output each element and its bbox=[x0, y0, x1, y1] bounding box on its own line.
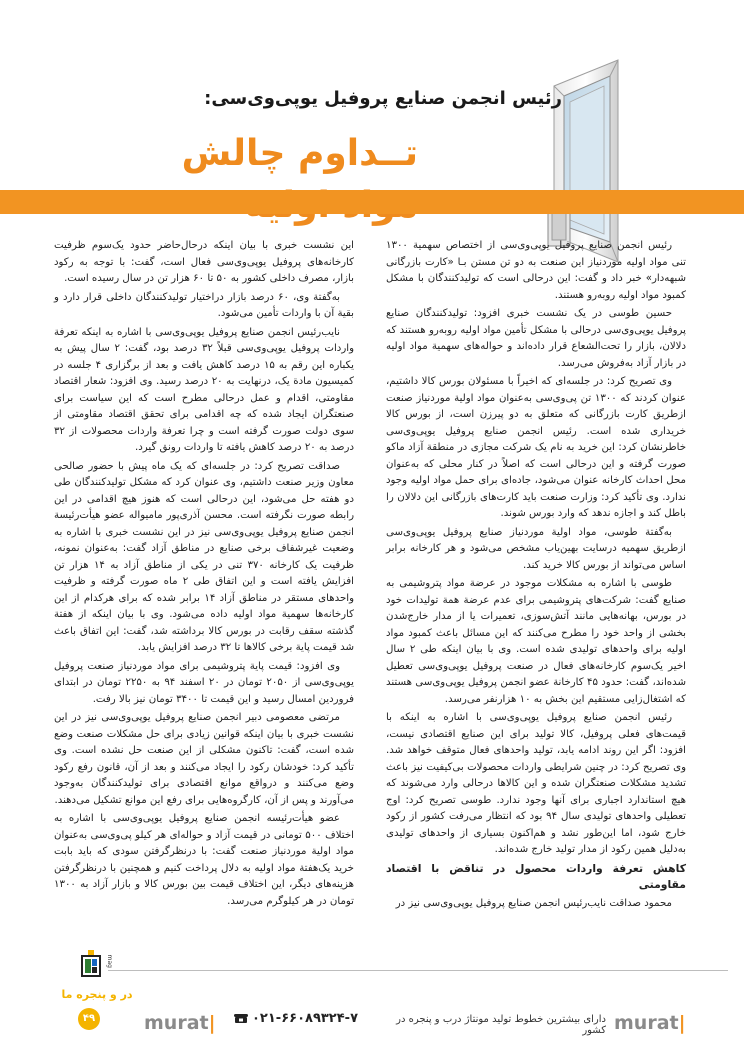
phone-icon bbox=[234, 1014, 248, 1024]
brand-name: murat bbox=[144, 1012, 209, 1034]
paragraph: محمود صداقت نایب‌رئیس انجمن صنایع پروفیل یوپی‌وی‌سی نیز در bbox=[395, 897, 672, 909]
page-number: ۴۹ bbox=[78, 1008, 100, 1030]
paragraph: وی تصریح کرد: در جلسه‌ای که اخیراً با مسئولان بورس کالا داشتیم، عنوان کردند که ۱۳۰۰ تن پی‌وی‌سی به‌عنوان مواد اولیة موردنیاز صنعت ازطریق کارت بازرگانی که متعلق به دو پیرزن است، از بورس کالا خریداری شده است. رئیس انجمن صنایع پروفیل یوپی‌وی‌سی خاطرنشان کرد: این خرید به نام یک شرکت مجازی در منطقة آزاد ماکو صورت گرفته و این درحالی است که اصلاً در کنار محلی که به‌عنوان محل احداث کارخانه عنوان می‌شود، جاده‌ای برای حمل مواد اولیه وجود ندارد. وی تأکید کرد: وزارت صنعت باید کارت‌های بازرگانی این دلالان را باطل کند و اجازه ندهد که وارد بورس شوند. bbox=[386, 376, 686, 519]
brand-name: murat bbox=[614, 1012, 679, 1034]
brand-accent-mark: | bbox=[208, 1012, 216, 1034]
brand-logo bbox=[614, 1012, 686, 1034]
footer-divider bbox=[108, 970, 728, 971]
paragraph: وی افزود: قیمت پایة پتروشیمی برای مواد موردنیاز صنعت پروفیل یوپی‌وی‌سی از ۲۰۵۰ تومان در ۲۰ اسفند ۹۴ به ۲۲۵۰ تومان در ابتدای فروردین امسال رسید و این قیمت تا ۳۴۰۰ تومان نیز بالا رفت. bbox=[54, 660, 355, 705]
phone-text: ۰۲۱-۶۶۰۸۹۳۲۴-۷ bbox=[252, 1011, 359, 1026]
article-headline: تــداوم چالش bbox=[181, 133, 418, 174]
paragraph: صداقت تصریح کرد: در جلسه‌ای که یک ماه پیش با حضور صالحی معاون وزیر صنعت داشتیم، وی عنوان کرد که مشکل تولیدکنندگان طی دو هفته حل می‌شود، این درحالی است که هنوز هیچ اقدامی در این رابطه صورت نگرفته است. محسن آذری‌پور مامیواله عضو هیأت‌رئیسة انجمن صنایع پروفیل یوپی‌وی‌سی نیز در این نشست خبری با اشاره به وضعیت غیرشفاف برخی صنایع در مناطق آزاد گفت: به‌عنوان نمونه، ظرفیت یک کارخانه ۳۷۰ تنی در یکی از مناطق آزاد به ۱۴ هزار تن افزایش یافته است و این اتفاق طی ۲ ماه صورت گرفته و ظرفیت واحدهای مستقر در مناطق آزاد ۱۴ برابر شده که برای هرکدام از این کارخانه‌ها سهمیة مواد اولیه داده می‌شود. وی با بیان اینکه از هفتة گذشته سقف رقابت در بورس کالا برداشته شد، گفت: این اتفاق باعث شد قیمت پایة برخی کالاها تا ۳۲ درصد افزایش یابد. bbox=[54, 460, 355, 653]
brand-logo bbox=[144, 1012, 216, 1034]
paragraph: مرتضی معصومی دبیر انجمن صنایع پروفیل یوپی‌وی‌سی نیز در این نشست خبری با بیان اینکه قوانین زیادی برای حل مشکلات صنعت وضع شده است، گفت: تاکنون مشکلی از این صنعت حل نشده است. وی تأکید کرد: خودشان رکود را ایجاد می‌کنند و بعد از آن، قانون رفع رکود وضع می‌کنند و درواقع موانع اقتصادی برای تولیدکنندگان به‌وجود می‌آورند و پس از آن، کارگروه‌هایی برای رفع این موانع تشکیل می‌دهند. bbox=[54, 712, 354, 806]
paragraph: نایب‌رئیس انجمن صنایع پروفیل یوپی‌وی‌سی با اشاره به اینکه تعرفة واردات پروفیل یوپی‌وی‌سی قبلاً ۳۲ درصد بود، گفت: ۲ سال پیش به یکباره این رقم به ۱۵ درصد کاهش یافت و بعد از برگزاری ۴ جلسه در کمیسیون مادة یک، درنهایت به ۲۰ درصد رسید. وی افزود: شعار اقتصاد مقاومتی، اقدام و عمل درحالی مطرح است که این سیاست برای صنعتگران ایجاد شده که چه اقدامی برای تحقق اقتصاد مقاومتی از سوی دولت صورت گرفته است و چرا تعرفة واردات محصولات از ۳۲ درصد به ۲۰ درصد کاهش یافته تا واردات رونق گیرد. bbox=[54, 326, 354, 453]
paragraph: به‌گفتة طوسی، مواد اولیة موردنیاز صنایع پروفیل یوپی‌وی‌سی ازطریق سهمیه درسایت بهین‌یاب مشخص می‌شود و هر کارخانه برابر اساس می‌تواند از بورس کالا خرید کند. bbox=[386, 526, 686, 571]
paragraph: رئیس انجمن صنایع پروفیل یوپی‌وی‌سی از اختصاص سهمیة ۱۳۰۰ تنی مواد اولیه موردنیاز این صنعت به دو تن مستن بـا «کارت بازرگانی شبهه‌دار» خبر داد و گفت: این درحالی است که تولیدکنندگان با مشکل کمبود مواد اولیه روبه‌رو هستند. bbox=[386, 240, 686, 301]
paragraph: طوسی با اشاره به مشکلات موجود در عرضة مواد پتروشیمی به صنایع گفت: شرکت‌های پتروشیمی برای عدم عرضة همة تولیدات خود در بورس، بهانه‌هایی مانند آتش‌سوزی، تعمیرات یا از مدار خارج‌شدن بخشی از واحد خود را مطرح می‌کنند که این مسائل باعث کمبود مواد اولیه برای واحدهای تولیدی شده است. وی با بیان اینکه طی ۲ سال اخیر یک‌سوم کارخانه‌های فعال در صنعت پروفیل یوپی‌وی‌سی تعطیل شده‌اند، گفت: حدود ۴۵ کارخانة عضو انجمن پروفیل یوپی‌وی‌سی هستند که اشتغال‌زایی مستقیم این بخش به ۱۰ هزارنفر می‌رسد. bbox=[386, 578, 687, 705]
phone-number bbox=[234, 1011, 358, 1026]
article-column-left bbox=[54, 238, 354, 918]
brand-accent-mark: | bbox=[678, 1012, 686, 1034]
article-kicker: رئیس انجمن صنایع پروفیل یوپی‌وی‌سی: bbox=[204, 88, 562, 109]
section-subheading: کاهش تعرفة واردات محصول در تناقض با اقتصاد مقاومتی bbox=[386, 861, 686, 891]
brand-tagline: دارای بیشترین خطوط تولید مونتاژ درب و پنجره در کشور bbox=[396, 1014, 606, 1036]
paragraph: حسین طوسی در یک نشست خبری افزود: تولیدکنندگان صنایع پروفیل یوپی‌وی‌سی درحالی با مشکل تأمین مواد اولیه روبه‌رو هستند که دلالان، بازار را تحت‌الشعاع قرار داده‌اند و حواله‌های سهمیة مواد اولیه در بازار آزاد به‌فروش می‌رسد. bbox=[386, 308, 686, 369]
paragraph: این نشست خبری با بیان اینکه درحال‌حاضر حدود یک‌سوم ظرفیت کارخانه‌های پروفیل یوپی‌وی‌سی فعال است، گفت: با توجه به رکود بازار، مصرف داخلی کشور به ۵۰ تا ۶۰ هزار تن در سال رسیده است. bbox=[54, 240, 354, 284]
paragraph: رئیس انجمن صنایع پروفیل یوپی‌وی‌سی با اشاره به اینکه با قیمت‌های فعلی پروفیل، کالا تولید برای این صنایع اقتصادی نیست، افزود: اگر این روند ادامه یابد، تولید واحدهای فعال متوقف خواهد شد. وی تصریح کرد: در چنین شرایطی واردات محصولات بی‌کیفیت نیز باعث تشدید مشکلات صنعتگران شده و این کالاها درحالی وارد می‌شوند که هیچ استاندارد اجباری برای آنها وجود ندارد. طوسی تصریح کرد: اوج تعطیلی واحدهای تولیدی سال ۹۴ بود که انتظار می‌رفت کشور از رکود خارج شود، اما این‌طور نشد و هم‌اکنون بسیاری از واحدهای تولیدی به‌دلیل همین رکود از مدار تولید خارج شده‌اند. bbox=[386, 712, 687, 855]
article-column-right bbox=[386, 238, 686, 918]
svg-text:mag: mag bbox=[106, 954, 113, 968]
paragraph: عضو هیأت‌رئیسه انجمن صنایع پروفیل یوپی‌وی‌سی با اشاره به اختلاف ۵۰۰ تومانی در قیمت آزاد و حواله‌ای هر کیلو پی‌وی‌سی به‌عنوان مواد اولیة موردنیاز صنعت گفت: با درنظرگرفتن سودی که باید بابت خرید یک‌هفتة مواد اولیه به دلال پرداخت کنیم و همچنین با درنظرگرفتن هزینه‌های دیگر، این اختلاف قیمت بین بورس کالا و بازار آزاد به ۱۳۰۰ تومان در هر کیلوگرم می‌رسد. bbox=[54, 813, 354, 907]
paragraph: به‌گفتة وی، ۶۰ درصد بازار دراختیار تولیدکنندگان داخلی قرار دارد و بقیة آن با واردات تأمین می‌شود. bbox=[54, 291, 354, 319]
accent-bar bbox=[0, 190, 744, 214]
svg-text:در و پنجره ما: در و پنجره ما bbox=[61, 988, 133, 1001]
